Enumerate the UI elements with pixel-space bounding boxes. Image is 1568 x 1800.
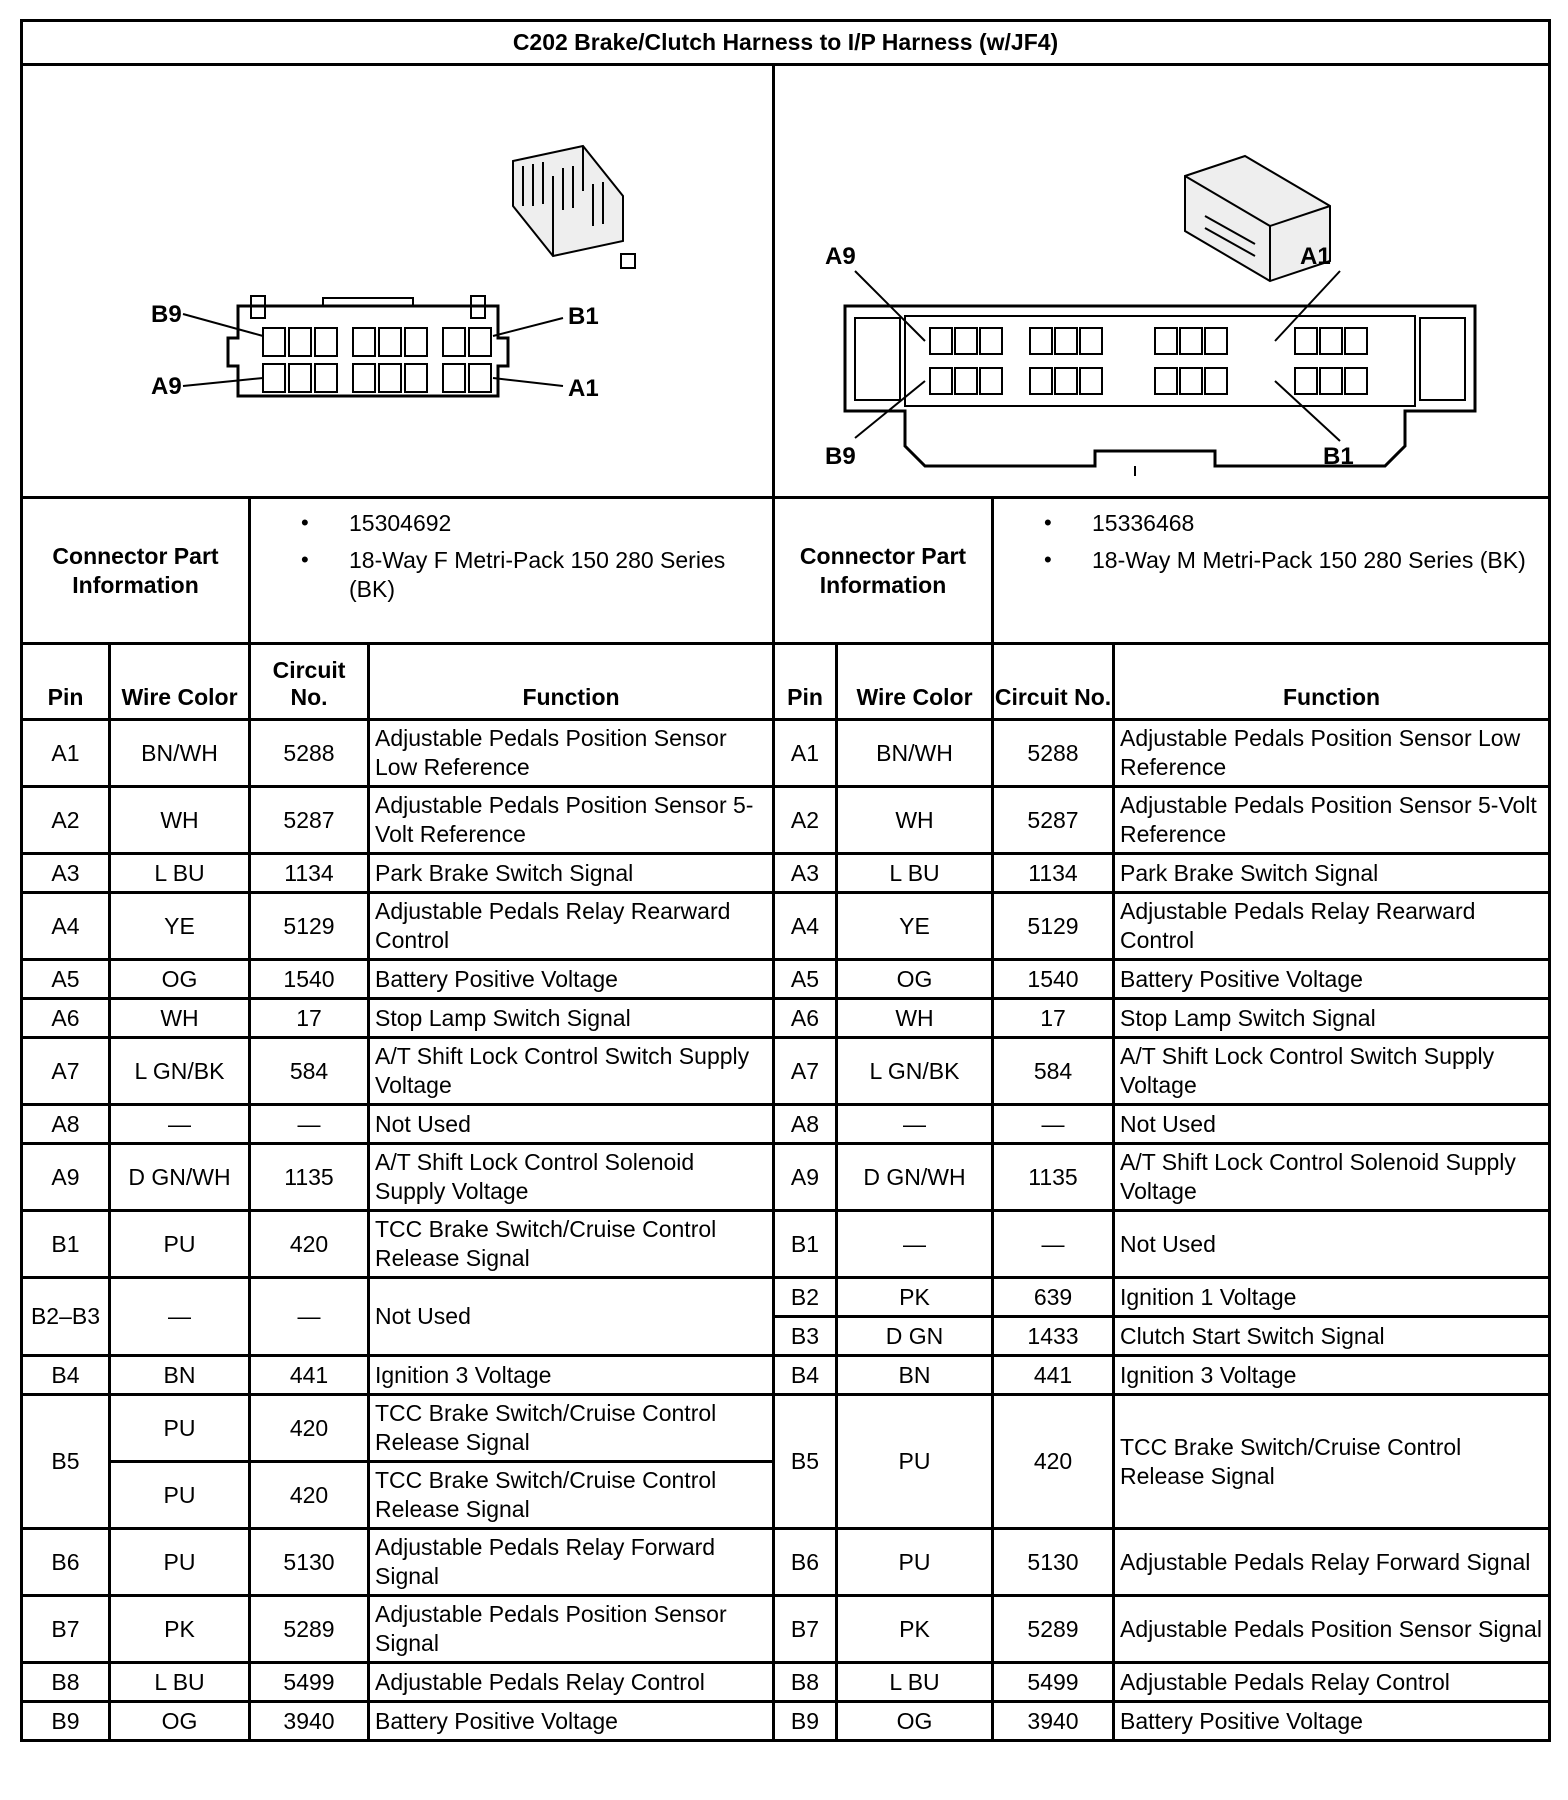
function-cell: TCC Brake Switch/Cruise Control Release Signal (369, 1462, 774, 1529)
circuit-cell: 584 (993, 1038, 1114, 1105)
circuit-cell: 1134 (993, 854, 1114, 893)
right-part-number: • 15336468 (1092, 509, 1542, 538)
wire-color-cell: L GN/BK (837, 1038, 993, 1105)
wire-color-cell: PK (110, 1596, 250, 1663)
wire-color-cell: — (110, 1105, 250, 1144)
wire-color-cell: WH (110, 999, 250, 1038)
pin-cell: B6 (22, 1529, 110, 1596)
function-cell: Battery Positive Voltage (1114, 960, 1550, 999)
function-cell: Not Used (369, 1278, 774, 1356)
pin-cell: B4 (774, 1356, 837, 1395)
circuit-cell: 1433 (993, 1317, 1114, 1356)
function-cell: Ignition 1 Voltage (1114, 1278, 1550, 1317)
wire-color-cell: L BU (110, 854, 250, 893)
left-label-b9: B9 (151, 301, 182, 328)
circuit-cell: 17 (993, 999, 1114, 1038)
circuit-cell: 1540 (250, 960, 369, 999)
circuit-cell: 441 (250, 1356, 369, 1395)
circuit-cell: 441 (993, 1356, 1114, 1395)
wire-color-cell: BN (837, 1356, 993, 1395)
function-cell: Adjustable Pedals Position Sensor Low Reference (1114, 720, 1550, 787)
table-row (22, 1356, 1550, 1395)
pin-cell: A6 (774, 999, 837, 1038)
table-row (22, 1663, 1550, 1702)
left-header-pin: Pin (22, 644, 110, 720)
wire-color-cell: YE (110, 893, 250, 960)
function-cell: Clutch Start Switch Signal (1114, 1317, 1550, 1356)
function-cell: Adjustable Pedals Relay Control (1114, 1663, 1550, 1702)
right-label-b1: B1 (1323, 443, 1354, 470)
pin-cell: B7 (22, 1596, 110, 1663)
function-cell: TCC Brake Switch/Cruise Control Release Signal (369, 1211, 774, 1278)
pin-cell: B5 (774, 1395, 837, 1529)
table-row (22, 854, 1550, 893)
male-connector-drawing (775, 66, 1551, 496)
column-headers (22, 644, 1550, 720)
pin-cell: A3 (774, 854, 837, 893)
right-label-a1: A1 (1300, 243, 1331, 270)
pin-cell: A5 (22, 960, 110, 999)
table-row (22, 1395, 1550, 1462)
pin-cell: A1 (22, 720, 110, 787)
left-connector-part-label: Connector Part Information (22, 498, 250, 644)
table-row (22, 1144, 1550, 1211)
pin-cell: A4 (22, 893, 110, 960)
pin-cell: A4 (774, 893, 837, 960)
function-cell: Stop Lamp Switch Signal (369, 999, 774, 1038)
function-cell: Adjustable Pedals Position Sensor Low Reference (369, 720, 774, 787)
right-connector-part-info (993, 498, 1550, 644)
pin-cell: A9 (22, 1144, 110, 1211)
right-header-pin: Pin (774, 644, 837, 720)
wire-color-cell: OG (837, 960, 993, 999)
female-connector-drawing (23, 66, 775, 496)
table-row (22, 893, 1550, 960)
wire-color-cell: WH (837, 787, 993, 854)
left-connector-part-info (250, 498, 774, 644)
circuit-cell: — (993, 1211, 1114, 1278)
circuit-cell: 5129 (993, 893, 1114, 960)
connector-table (20, 19, 1551, 1742)
wire-color-cell: PU (837, 1395, 993, 1529)
circuit-cell: 3940 (993, 1702, 1114, 1741)
pin-cell: B1 (22, 1211, 110, 1278)
left-connector-illustration (22, 65, 774, 498)
pin-cell: B5 (22, 1395, 110, 1529)
circuit-cell: 5289 (993, 1596, 1114, 1663)
wire-color-cell: OG (837, 1702, 993, 1741)
wire-color-cell: D GN (837, 1317, 993, 1356)
wire-color-cell: PU (837, 1529, 993, 1596)
function-cell: Adjustable Pedals Position Sensor 5-Volt Reference (1114, 787, 1550, 854)
wire-color-cell: WH (837, 999, 993, 1038)
function-cell: Adjustable Pedals Position Sensor Signal (1114, 1596, 1550, 1663)
left-label-a9: A9 (151, 373, 182, 400)
function-cell: Park Brake Switch Signal (369, 854, 774, 893)
right-row-a-cavities (930, 328, 1367, 354)
function-cell: Battery Positive Voltage (1114, 1702, 1550, 1741)
left-connector-front (183, 296, 563, 396)
table-row (22, 1702, 1550, 1741)
circuit-cell: 420 (250, 1462, 369, 1529)
circuit-cell: 5289 (250, 1596, 369, 1663)
wire-color-cell: WH (110, 787, 250, 854)
table-row (22, 1211, 1550, 1278)
circuit-cell: 420 (993, 1395, 1114, 1529)
circuit-cell: 5287 (993, 787, 1114, 854)
pin-cell: A2 (774, 787, 837, 854)
wire-color-cell: L BU (837, 1663, 993, 1702)
wire-color-cell: BN (110, 1356, 250, 1395)
pin-cell: A2 (22, 787, 110, 854)
pin-cell: A8 (774, 1105, 837, 1144)
left-label-b1: B1 (568, 303, 599, 330)
wire-color-cell: — (837, 1105, 993, 1144)
circuit-cell: 3940 (250, 1702, 369, 1741)
pin-cell: B7 (774, 1596, 837, 1663)
pin-cell: B1 (774, 1211, 837, 1278)
circuit-cell: 5130 (250, 1529, 369, 1596)
pin-cell: A3 (22, 854, 110, 893)
function-cell: Stop Lamp Switch Signal (1114, 999, 1550, 1038)
pin-cell: B2 (774, 1278, 837, 1317)
function-cell: Adjustable Pedals Relay Forward Signal (1114, 1529, 1550, 1596)
left-header-wire-color: Wire Color (110, 644, 250, 720)
wire-color-cell: PK (837, 1596, 993, 1663)
right-row-b-cavities (930, 368, 1367, 394)
table-row (22, 960, 1550, 999)
table-row (22, 1596, 1550, 1663)
pin-cell: B3 (774, 1317, 837, 1356)
pin-cell: A1 (774, 720, 837, 787)
pin-cell: B9 (774, 1702, 837, 1741)
function-cell: Not Used (1114, 1105, 1550, 1144)
left-connector-perspective (513, 146, 635, 268)
circuit-cell: 584 (250, 1038, 369, 1105)
wire-color-cell: D GN/WH (837, 1144, 993, 1211)
right-part-description: • 18-Way M Metri-Pack 150 280 Series (BK) (1092, 546, 1542, 575)
right-label-a9: A9 (825, 243, 856, 270)
connector-sheet (20, 19, 1548, 1796)
page-title: C202 Brake/Clutch Harness to I/P Harness (w/JF4) (22, 21, 1550, 65)
left-label-a1: A1 (568, 375, 599, 402)
circuit-cell: 420 (250, 1211, 369, 1278)
wire-color-cell: PU (110, 1211, 250, 1278)
pin-cell: A8 (22, 1105, 110, 1144)
right-header-circuit: Circuit No. (993, 644, 1114, 720)
wire-color-cell: — (837, 1211, 993, 1278)
function-cell: Ignition 3 Voltage (369, 1356, 774, 1395)
circuit-cell: 5499 (993, 1663, 1114, 1702)
function-cell: Not Used (369, 1105, 774, 1144)
pin-cell: A7 (774, 1038, 837, 1105)
function-cell: Adjustable Pedals Relay Rearward Control (369, 893, 774, 960)
circuit-cell: 5288 (993, 720, 1114, 787)
wire-color-cell: D GN/WH (110, 1144, 250, 1211)
left-part-description: • 18-Way F Metri-Pack 150 280 Series (BK) (349, 546, 766, 604)
function-cell: Adjustable Pedals Relay Forward Signal (369, 1529, 774, 1596)
right-connector-front (845, 271, 1475, 476)
circuit-cell: — (250, 1105, 369, 1144)
pin-cell: A7 (22, 1038, 110, 1105)
table-row (22, 1105, 1550, 1144)
right-connector-illustration (774, 65, 1550, 498)
right-header-function: Function (1114, 644, 1550, 720)
circuit-cell: 5287 (250, 787, 369, 854)
function-cell: TCC Brake Switch/Cruise Control Release Signal (1114, 1395, 1550, 1529)
circuit-cell: 5288 (250, 720, 369, 787)
table-row (22, 1278, 1550, 1317)
left-header-function: Function (369, 644, 774, 720)
circuit-cell: 1540 (993, 960, 1114, 999)
table-row (22, 720, 1550, 787)
circuit-cell: 5129 (250, 893, 369, 960)
function-cell: TCC Brake Switch/Cruise Control Release Signal (369, 1395, 774, 1462)
wire-color-cell: — (110, 1278, 250, 1356)
circuit-cell: 420 (250, 1395, 369, 1462)
pin-cell: B2–B3 (22, 1278, 110, 1356)
function-cell: Adjustable Pedals Position Sensor 5-Volt Reference (369, 787, 774, 854)
function-cell: A/T Shift Lock Control Switch Supply Voltage (1114, 1038, 1550, 1105)
wire-color-cell: BN/WH (110, 720, 250, 787)
pin-cell: B8 (774, 1663, 837, 1702)
wire-color-cell: BN/WH (837, 720, 993, 787)
right-header-wire-color: Wire Color (837, 644, 993, 720)
wire-color-cell: PU (110, 1529, 250, 1596)
left-row-a-cavities (263, 364, 491, 392)
pin-cell: B9 (22, 1702, 110, 1741)
circuit-cell: 1134 (250, 854, 369, 893)
pin-cell: A9 (774, 1144, 837, 1211)
right-label-b9: B9 (825, 443, 856, 470)
wire-color-cell: OG (110, 1702, 250, 1741)
pin-cell: A6 (22, 999, 110, 1038)
function-cell: A/T Shift Lock Control Switch Supply Voltage (369, 1038, 774, 1105)
wire-color-cell: OG (110, 960, 250, 999)
wire-color-cell: L BU (837, 854, 993, 893)
function-cell: Battery Positive Voltage (369, 960, 774, 999)
circuit-cell: — (250, 1278, 369, 1356)
circuit-cell: 639 (993, 1278, 1114, 1317)
function-cell: Ignition 3 Voltage (1114, 1356, 1550, 1395)
pin-cell: B4 (22, 1356, 110, 1395)
wire-color-cell: PU (110, 1462, 250, 1529)
wire-color-cell: L BU (110, 1663, 250, 1702)
function-cell: Battery Positive Voltage (369, 1702, 774, 1741)
circuit-cell: — (993, 1105, 1114, 1144)
function-cell: A/T Shift Lock Control Solenoid Supply Voltage (1114, 1144, 1550, 1211)
wire-color-cell: PU (110, 1395, 250, 1462)
circuit-cell: 1135 (250, 1144, 369, 1211)
wire-color-cell: PK (837, 1278, 993, 1317)
circuit-cell: 5130 (993, 1529, 1114, 1596)
function-cell: Adjustable Pedals Position Sensor Signal (369, 1596, 774, 1663)
left-row-b-cavities (263, 328, 491, 356)
circuit-cell: 17 (250, 999, 369, 1038)
function-cell: A/T Shift Lock Control Solenoid Supply Voltage (369, 1144, 774, 1211)
left-header-circuit: Circuit No. (250, 644, 369, 720)
table-row (22, 1529, 1550, 1596)
function-cell: Park Brake Switch Signal (1114, 854, 1550, 893)
function-cell: Not Used (1114, 1211, 1550, 1278)
circuit-cell: 1135 (993, 1144, 1114, 1211)
pin-cell: B6 (774, 1529, 837, 1596)
pin-cell: B8 (22, 1663, 110, 1702)
function-cell: Adjustable Pedals Relay Control (369, 1663, 774, 1702)
table-row (22, 787, 1550, 854)
circuit-cell: 5499 (250, 1663, 369, 1702)
left-part-number: • 15304692 (349, 509, 766, 538)
right-connector-part-label: Connector Part Information (774, 498, 993, 644)
table-row (22, 999, 1550, 1038)
wire-color-cell: L GN/BK (110, 1038, 250, 1105)
pin-cell: A5 (774, 960, 837, 999)
function-cell: Adjustable Pedals Relay Rearward Control (1114, 893, 1550, 960)
table-row (22, 1038, 1550, 1105)
wire-color-cell: YE (837, 893, 993, 960)
